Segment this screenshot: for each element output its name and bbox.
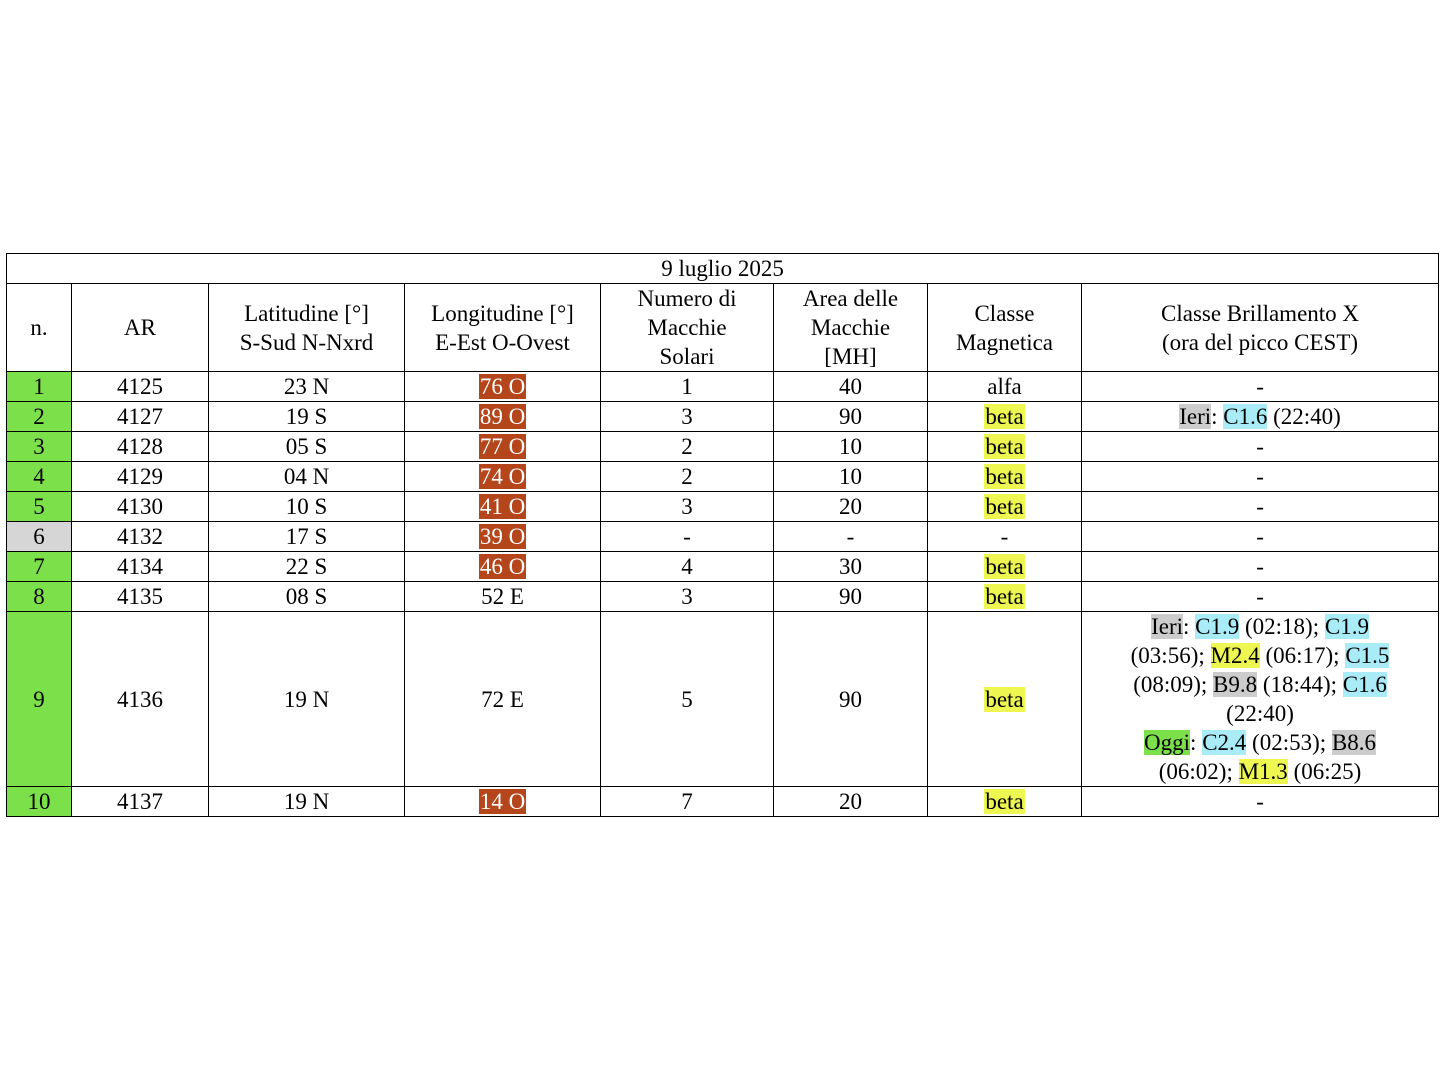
- ar-number: 4135: [72, 582, 209, 612]
- ar-number: 4134: [72, 552, 209, 582]
- latitude-value: 19 N: [209, 612, 405, 787]
- header-ar: AR: [72, 284, 209, 372]
- longitude-cell: [405, 492, 601, 522]
- magnetic-class: beta: [985, 494, 1024, 519]
- latitude-value: 23 N: [209, 372, 405, 402]
- header-n: n.: [7, 284, 72, 372]
- flare-event-time: (18:44): [1262, 672, 1331, 697]
- longitude-cell: [405, 552, 601, 582]
- flare-event-time: (06:02): [1158, 759, 1227, 784]
- header-flare-line1: Classe Brillamento X: [1161, 300, 1360, 326]
- sunspot-area: 90: [774, 582, 928, 612]
- header-area-line3: [MH]: [824, 344, 877, 369]
- longitude-cell: [405, 462, 601, 492]
- sunspot-area: 40: [774, 372, 928, 402]
- sunspot-area: 10: [774, 462, 928, 492]
- sunspot-area: 10: [774, 432, 928, 462]
- latitude-value: 19 S: [209, 402, 405, 432]
- sunspot-area: 20: [774, 492, 928, 522]
- longitude-value: 41 O: [479, 494, 526, 519]
- flare-event-class: C1.6: [1223, 404, 1268, 429]
- header-num-line3: Solari: [659, 344, 715, 369]
- ar-number: 4137: [72, 787, 209, 817]
- flare-separator: :: [1211, 404, 1218, 429]
- flare-event-class: C1.5: [1345, 643, 1390, 668]
- flare-event-class: B9.8: [1213, 672, 1258, 697]
- flare-day-label: Ieri: [1179, 404, 1212, 429]
- flare-line: [1082, 699, 1438, 728]
- longitude-cell: [405, 522, 601, 552]
- flare-class: -: [1082, 432, 1439, 462]
- longitude-cell: [405, 787, 601, 817]
- table-row: [7, 462, 1439, 492]
- sunspot-count: 3: [601, 582, 774, 612]
- header-area-line2: Macchie: [810, 315, 891, 340]
- flare-event-time: (22:40): [1226, 701, 1294, 726]
- flare-line: (06:02); M1.3 (06:25): [1158, 759, 1362, 784]
- latitude-value: 19 N: [209, 787, 405, 817]
- flare-event-time: (06:25): [1293, 759, 1362, 784]
- header-lon-line2: E-Est O-Ovest: [435, 329, 570, 355]
- table-row: [7, 522, 1439, 552]
- ar-number: 4127: [72, 402, 209, 432]
- flare-event-class: M1.3: [1238, 759, 1288, 784]
- ar-number: 4132: [72, 522, 209, 552]
- ar-number: 4130: [72, 492, 209, 522]
- longitude-cell: [405, 402, 601, 432]
- magnetic-class-cell: [928, 402, 1082, 432]
- ar-number: 4129: [72, 462, 209, 492]
- magnetic-class: -: [928, 522, 1082, 552]
- flare-class: -: [1082, 522, 1439, 552]
- flare-class: -: [1082, 492, 1439, 522]
- longitude-value: 72 E: [405, 612, 601, 787]
- ar-number: 4128: [72, 432, 209, 462]
- longitude-value: 39 O: [479, 524, 526, 549]
- longitude-cell: [405, 432, 601, 462]
- header-num-line2: Macchie: [647, 315, 727, 340]
- sunspot-area: 30: [774, 552, 928, 582]
- magnetic-class: beta: [985, 584, 1024, 609]
- sunspot-area: 90: [774, 402, 928, 432]
- latitude-value: 17 S: [209, 522, 405, 552]
- longitude-value: 14 O: [479, 789, 526, 814]
- row-number: 3: [7, 432, 72, 462]
- flare-class: [1082, 612, 1439, 787]
- row-number: 6: [7, 522, 72, 552]
- longitude-value: 46 O: [479, 554, 526, 579]
- sunspot-count: 1: [601, 372, 774, 402]
- ar-number: 4125: [72, 372, 209, 402]
- row-number: 1: [7, 372, 72, 402]
- flare-line: (08:09); B9.8 (18:44); C1.6: [1133, 672, 1387, 697]
- magnetic-class: beta: [985, 554, 1024, 579]
- header-lat-line1: Latitudine [°]: [244, 300, 369, 326]
- header-flare-class: [1082, 284, 1439, 372]
- flare-class: -: [1082, 372, 1439, 402]
- magnetic-class-cell: [928, 462, 1082, 492]
- header-num-line1: Numero di: [637, 286, 737, 311]
- header-row: [7, 284, 1439, 372]
- table-row: [7, 787, 1439, 817]
- flare-event-time: (02:53): [1252, 730, 1320, 755]
- flare-event-time: (06:17): [1265, 643, 1334, 668]
- latitude-value: 05 S: [209, 432, 405, 462]
- sunspot-count: 3: [601, 402, 774, 432]
- header-lat-line2: S-Sud N-Nxrd: [239, 329, 374, 355]
- flare-event-class: B8.6: [1331, 730, 1376, 755]
- flare-class: -: [1082, 582, 1439, 612]
- flare-class: -: [1082, 552, 1439, 582]
- magnetic-class: beta: [985, 464, 1024, 489]
- header-mag-line2: Magnetica: [955, 329, 1054, 355]
- flare-line: (03:56); M2.4 (06:17); C1.5: [1130, 643, 1390, 668]
- table-row: [7, 372, 1439, 402]
- flare-event-time: (03:56): [1130, 643, 1199, 668]
- flare-event-class: C1.9: [1195, 614, 1240, 639]
- header-magnetic-class: [928, 284, 1082, 372]
- row-number: 5: [7, 492, 72, 522]
- sunspot-area: -: [774, 522, 928, 552]
- sunspot-table: [6, 253, 1439, 817]
- latitude-value: 04 N: [209, 462, 405, 492]
- flare-day-label: Ieri: [1151, 614, 1184, 639]
- flare-line: Ieri: C1.9 (02:18); C1.9: [1151, 614, 1369, 639]
- sunspot-count: 2: [601, 462, 774, 492]
- magnetic-class: alfa: [928, 372, 1082, 402]
- sunspot-count: 7: [601, 787, 774, 817]
- flare-class: [1082, 402, 1439, 432]
- header-mag-line1: Classe: [974, 300, 1035, 326]
- magnetic-class: beta: [985, 686, 1024, 712]
- latitude-value: 10 S: [209, 492, 405, 522]
- magnetic-class-cell: [928, 787, 1082, 817]
- magnetic-class: beta: [985, 434, 1024, 459]
- header-sunspot-count: [601, 284, 774, 372]
- ar-number: 4136: [72, 612, 209, 787]
- magnetic-class-cell: [928, 582, 1082, 612]
- table-row: [7, 552, 1439, 582]
- header-area-line1: Area delle: [802, 286, 899, 311]
- sunspot-count: 4: [601, 552, 774, 582]
- magnetic-class-cell: [928, 492, 1082, 522]
- flare-event-time: (02:18): [1245, 614, 1313, 639]
- flare-day-label: Oggi: [1144, 730, 1191, 755]
- flare-class: -: [1082, 462, 1439, 492]
- flare-event-time: (08:09): [1133, 672, 1201, 697]
- row-number: 8: [7, 582, 72, 612]
- flare-event-class: C1.6: [1342, 672, 1387, 697]
- table-row: [7, 402, 1439, 432]
- row-number: 9: [7, 612, 72, 787]
- longitude-cell: [405, 372, 601, 402]
- magnetic-class: beta: [985, 789, 1024, 814]
- longitude-value: 89 O: [479, 404, 526, 429]
- header-sunspot-area: [774, 284, 928, 372]
- flare-event-time: (22:40): [1273, 404, 1341, 429]
- header-latitude: [209, 284, 405, 372]
- header-longitude: [405, 284, 601, 372]
- table-row: [7, 612, 1439, 787]
- sunspot-count: 3: [601, 492, 774, 522]
- sunspot-area: 90: [774, 612, 928, 787]
- magnetic-class: beta: [985, 404, 1024, 429]
- longitude-value: 77 O: [479, 434, 526, 459]
- sunspot-count: 2: [601, 432, 774, 462]
- magnetic-class-cell: [928, 612, 1082, 787]
- row-number: 7: [7, 552, 72, 582]
- sunspot-count: 5: [601, 612, 774, 787]
- flare-class: -: [1082, 787, 1439, 817]
- flare-line: Oggi: C2.4 (02:53); B8.6: [1144, 730, 1376, 755]
- latitude-value: 22 S: [209, 552, 405, 582]
- latitude-value: 08 S: [209, 582, 405, 612]
- magnetic-class-cell: [928, 432, 1082, 462]
- flare-event-class: M2.4: [1210, 643, 1260, 668]
- row-number: 2: [7, 402, 72, 432]
- longitude-value: 74 O: [479, 464, 526, 489]
- row-number: 4: [7, 462, 72, 492]
- flare-event-class: C2.4: [1202, 730, 1247, 755]
- table-date-title: 9 luglio 2025: [7, 254, 1439, 284]
- longitude-value: 76 O: [479, 374, 526, 399]
- sunspot-count: -: [601, 522, 774, 552]
- flare-event-class: C1.9: [1324, 614, 1369, 639]
- header-lon-line1: Longitudine [°]: [431, 300, 574, 326]
- sunspot-area: 20: [774, 787, 928, 817]
- longitude-value: 52 E: [405, 582, 601, 612]
- magnetic-class-cell: [928, 552, 1082, 582]
- row-number: 10: [7, 787, 72, 817]
- table-row: [7, 432, 1439, 462]
- header-flare-line2: (ora del picco CEST): [1161, 329, 1359, 355]
- table-row: [7, 492, 1439, 522]
- table-row: [7, 582, 1439, 612]
